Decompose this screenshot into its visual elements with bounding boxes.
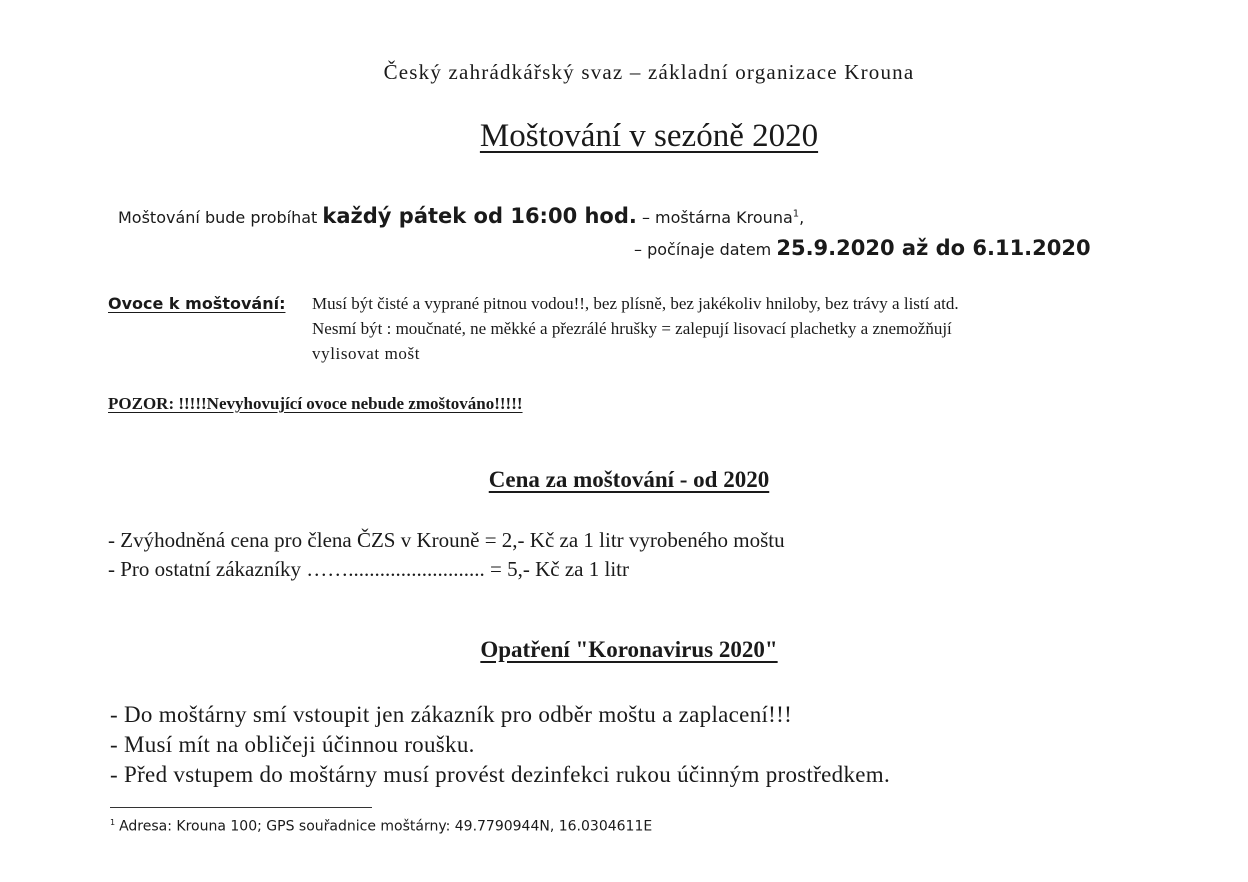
schedule-comma: , [799,208,805,227]
coronavirus-rule-1: - Do moštárny smí vstoupit jen zákazník pro odběr moštu a zaplacení!!! [110,702,793,727]
schedule-date-prefix: – počínaje datem [634,240,777,259]
fruit-requirement-1: Musí být čisté a vyprané pitnou vodou!!, bez plísně, bez jakékoliv hniloby, bez trávy a listí atd. [312,294,959,313]
coronavirus-heading-text: Opatření "Koronavirus 2020" [480,637,778,662]
coronavirus-rule-3: - Před vstupem do moštárny musí provést dezinfekci rukou účinným prostředkem. [110,762,891,787]
price-other: - Pro ostatní zákazníky …….......................... = 5,- Kč za 1 litr [108,557,629,581]
price-member: - Zvýhodněná cena pro člena ČZS v Krouně = 2,- Kč za 1 litr vyrobeného moštu [108,528,785,552]
schedule-date-range: 25.9.2020 až do 6.11.2020 [776,236,1091,260]
footnote-divider [110,807,372,808]
fruit-requirement-3: vylisovat mošt [312,344,421,363]
document-title-text: Moštování v sezóně 2020 [479,118,819,154]
schedule-place: – moštárna Krouna [636,208,793,227]
footnote-text: Adresa: Krouna 100; GPS souřadnice moštárny: 49.7790944N, 16.0304611E [119,818,653,835]
coronavirus-rule-2: - Musí mít na obličeji účinnou roušku. [110,732,475,757]
price-heading-text: Cena za moštování - od 2020 [488,467,770,492]
coronavirus-heading [0,637,1248,663]
schedule-line-1 [118,204,804,228]
schedule-day-time: každý pátek od 16:00 hod. [322,204,637,228]
fruit-requirements-label: Ovoce k moštování: [108,294,286,313]
warning-notice: POZOR: !!!!!Nevyhovující ovoce nebude zmoštováno!!!!! [108,394,523,413]
fruit-requirement-2: Nesmí být : moučnaté, ne měkké a přezrálé hrušky = zalepují lisovací plachetky a znemožňují [312,319,952,338]
document-title [0,118,1248,155]
schedule-prefix: Moštování bude probíhat [118,208,323,227]
price-heading [0,467,1248,493]
footnote-reference: 1 [792,208,800,220]
footnote-mark: 1 [110,818,116,827]
footnote [110,818,652,835]
organization-header: Český zahrádkářský svaz – základní organizace Krouna [383,60,915,84]
schedule-line-2 [634,236,1091,260]
